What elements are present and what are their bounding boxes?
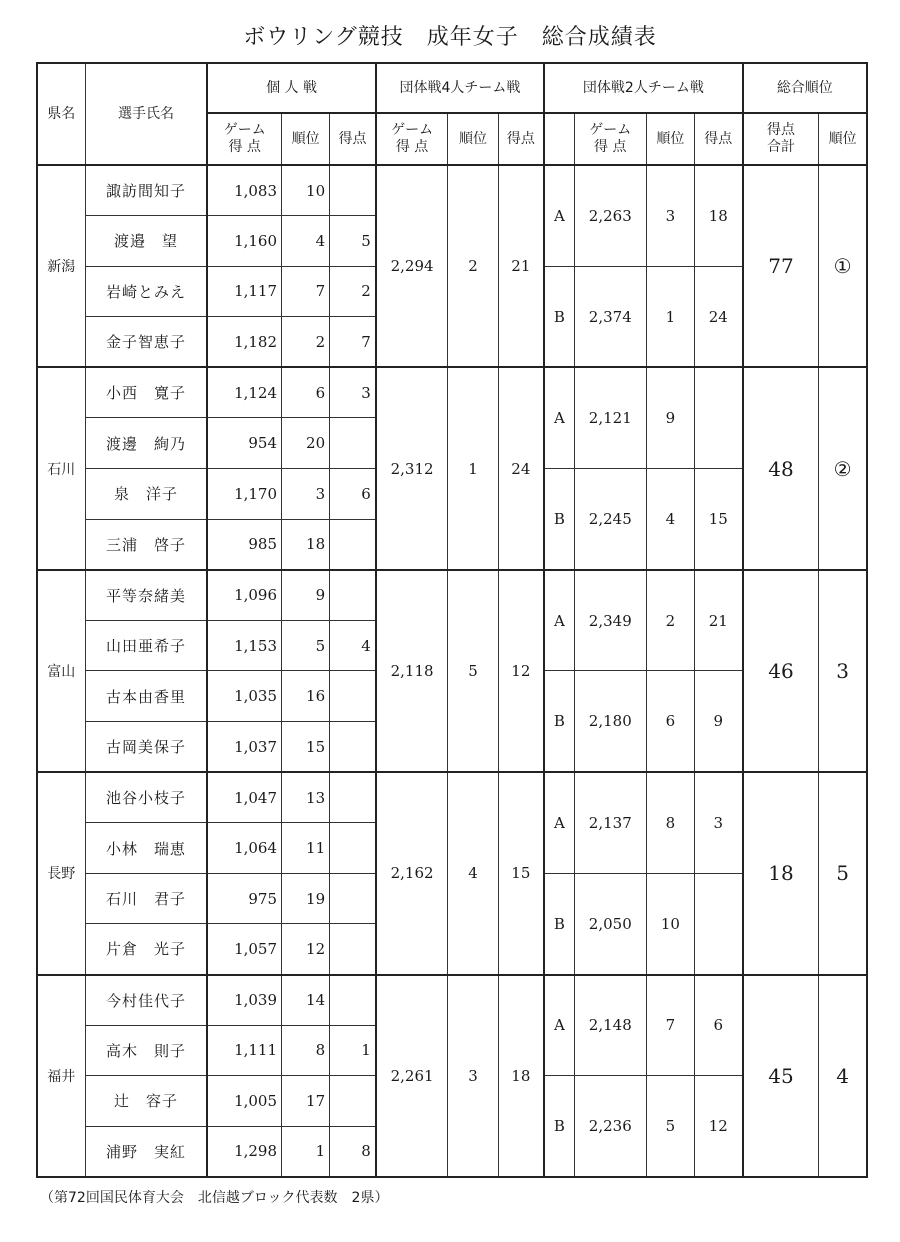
player-name: 平等奈緒美 bbox=[85, 570, 207, 621]
header-overall-rank: 順位 bbox=[819, 113, 867, 165]
header-t2-score: ゲーム 得 点 bbox=[574, 113, 646, 165]
individual-score: 1,117 bbox=[207, 266, 281, 317]
team2-score: 2,180 bbox=[574, 671, 646, 772]
player-name: 高木 則子 bbox=[85, 1025, 207, 1076]
individual-points bbox=[330, 975, 376, 1026]
team2-score: 2,050 bbox=[574, 873, 646, 974]
team2-rank: 6 bbox=[646, 671, 694, 772]
player-name: 渡邊 絢乃 bbox=[85, 418, 207, 469]
individual-rank: 14 bbox=[282, 975, 330, 1026]
individual-rank: 20 bbox=[282, 418, 330, 469]
header-t2-points: 得点 bbox=[694, 113, 742, 165]
team4-rank: 4 bbox=[448, 772, 498, 974]
individual-rank: 17 bbox=[282, 1076, 330, 1127]
individual-rank: 8 bbox=[282, 1025, 330, 1076]
individual-points: 5 bbox=[330, 216, 376, 267]
individual-score: 1,182 bbox=[207, 317, 281, 368]
header-t2-label bbox=[544, 113, 574, 165]
player-name: 片倉 光子 bbox=[85, 924, 207, 975]
team2-score: 2,374 bbox=[574, 266, 646, 367]
team2-points: 15 bbox=[694, 469, 742, 570]
team2-label: A bbox=[544, 165, 574, 266]
player-name: 辻 容子 bbox=[85, 1076, 207, 1127]
team2-rank: 4 bbox=[646, 469, 694, 570]
prefecture-name: 福井 bbox=[37, 975, 85, 1178]
individual-points: 1 bbox=[330, 1025, 376, 1076]
individual-rank: 1 bbox=[282, 1126, 330, 1177]
individual-rank: 13 bbox=[282, 772, 330, 823]
individual-points bbox=[330, 1076, 376, 1127]
individual-score: 1,005 bbox=[207, 1076, 281, 1127]
player-name: 今村佳代子 bbox=[85, 975, 207, 1026]
team2-label: B bbox=[544, 1076, 574, 1177]
team2-rank: 5 bbox=[646, 1076, 694, 1177]
individual-score: 1,057 bbox=[207, 924, 281, 975]
individual-score: 954 bbox=[207, 418, 281, 469]
individual-rank: 10 bbox=[282, 165, 330, 216]
team2-score: 2,148 bbox=[574, 975, 646, 1076]
individual-points bbox=[330, 418, 376, 469]
total-points: 77 bbox=[743, 165, 819, 367]
player-name: 岩崎とみえ bbox=[85, 266, 207, 317]
prefecture-name: 新潟 bbox=[37, 165, 85, 367]
player-name: 石川 君子 bbox=[85, 873, 207, 924]
header-t2-rank: 順位 bbox=[646, 113, 694, 165]
team4-points: 15 bbox=[498, 772, 544, 974]
player-row bbox=[37, 772, 867, 823]
individual-score: 985 bbox=[207, 519, 281, 570]
team4-score: 2,162 bbox=[376, 772, 448, 974]
individual-points bbox=[330, 165, 376, 216]
individual-points: 3 bbox=[330, 367, 376, 418]
team2-rank: 9 bbox=[646, 367, 694, 468]
header-t4-score: ゲーム 得 点 bbox=[376, 113, 448, 165]
team2-label: B bbox=[544, 266, 574, 367]
individual-rank: 7 bbox=[282, 266, 330, 317]
individual-score: 1,170 bbox=[207, 469, 281, 520]
individual-points: 7 bbox=[330, 317, 376, 368]
team2-label: B bbox=[544, 469, 574, 570]
player-name: 古本由香里 bbox=[85, 671, 207, 722]
individual-score: 975 bbox=[207, 873, 281, 924]
header-total: 得点 合計 bbox=[743, 113, 819, 165]
individual-rank: 6 bbox=[282, 367, 330, 418]
overall-rank: 4 bbox=[819, 975, 867, 1178]
team4-score: 2,294 bbox=[376, 165, 448, 367]
individual-rank: 11 bbox=[282, 823, 330, 874]
individual-rank: 2 bbox=[282, 317, 330, 368]
individual-rank: 9 bbox=[282, 570, 330, 621]
individual-score: 1,083 bbox=[207, 165, 281, 216]
individual-points bbox=[330, 722, 376, 773]
header-overall: 総合順位 bbox=[743, 63, 867, 113]
individual-score: 1,153 bbox=[207, 620, 281, 671]
team2-label: A bbox=[544, 367, 574, 468]
prefecture-name: 富山 bbox=[37, 570, 85, 772]
team2-points bbox=[694, 873, 742, 974]
team4-rank: 3 bbox=[448, 975, 498, 1178]
team4-rank: 2 bbox=[448, 165, 498, 367]
individual-score: 1,124 bbox=[207, 367, 281, 418]
individual-points: 6 bbox=[330, 469, 376, 520]
team2-points: 24 bbox=[694, 266, 742, 367]
team2-points: 9 bbox=[694, 671, 742, 772]
team4-points: 21 bbox=[498, 165, 544, 367]
individual-rank: 19 bbox=[282, 873, 330, 924]
individual-points: 4 bbox=[330, 620, 376, 671]
header-prefecture: 県名 bbox=[37, 63, 85, 165]
individual-score: 1,039 bbox=[207, 975, 281, 1026]
prefecture-name: 長野 bbox=[37, 772, 85, 974]
team2-label: B bbox=[544, 873, 574, 974]
team2-score: 2,137 bbox=[574, 772, 646, 873]
team2-rank: 2 bbox=[646, 570, 694, 671]
team2-label: A bbox=[544, 772, 574, 873]
player-row bbox=[37, 975, 867, 1026]
team4-score: 2,261 bbox=[376, 975, 448, 1178]
individual-score: 1,037 bbox=[207, 722, 281, 773]
individual-rank: 12 bbox=[282, 924, 330, 975]
individual-rank: 3 bbox=[282, 469, 330, 520]
individual-rank: 16 bbox=[282, 671, 330, 722]
team2-rank: 8 bbox=[646, 772, 694, 873]
team2-points bbox=[694, 367, 742, 468]
overall-rank: ① bbox=[819, 165, 867, 367]
team2-points: 21 bbox=[694, 570, 742, 671]
player-row bbox=[37, 165, 867, 216]
team2-label: A bbox=[544, 570, 574, 671]
player-name: 小林 瑞恵 bbox=[85, 823, 207, 874]
team2-label: B bbox=[544, 671, 574, 772]
overall-rank: ② bbox=[819, 367, 867, 569]
header-t4-points: 得点 bbox=[498, 113, 544, 165]
team2-score: 2,236 bbox=[574, 1076, 646, 1177]
total-points: 18 bbox=[743, 772, 819, 974]
header-player: 選手氏名 bbox=[85, 63, 207, 165]
prefecture-name: 石川 bbox=[37, 367, 85, 569]
player-row bbox=[37, 570, 867, 621]
team4-rank: 1 bbox=[448, 367, 498, 569]
team2-points: 3 bbox=[694, 772, 742, 873]
overall-rank: 3 bbox=[819, 570, 867, 772]
team2-score: 2,121 bbox=[574, 367, 646, 468]
team4-rank: 5 bbox=[448, 570, 498, 772]
individual-points bbox=[330, 823, 376, 874]
team2-rank: 7 bbox=[646, 975, 694, 1076]
player-name: 池谷小枝子 bbox=[85, 772, 207, 823]
player-name: 泉 洋子 bbox=[85, 469, 207, 520]
player-name: 諏訪間知子 bbox=[85, 165, 207, 216]
individual-points bbox=[330, 873, 376, 924]
individual-score: 1,111 bbox=[207, 1025, 281, 1076]
total-points: 46 bbox=[743, 570, 819, 772]
total-points: 45 bbox=[743, 975, 819, 1178]
individual-rank: 15 bbox=[282, 722, 330, 773]
individual-rank: 18 bbox=[282, 519, 330, 570]
team4-score: 2,118 bbox=[376, 570, 448, 772]
player-name: 渡邉 望 bbox=[85, 216, 207, 267]
team2-score: 2,349 bbox=[574, 570, 646, 671]
individual-score: 1,035 bbox=[207, 671, 281, 722]
team4-points: 24 bbox=[498, 367, 544, 569]
individual-rank: 5 bbox=[282, 620, 330, 671]
team2-score: 2,263 bbox=[574, 165, 646, 266]
team2-rank: 10 bbox=[646, 873, 694, 974]
team2-score: 2,245 bbox=[574, 469, 646, 570]
footnote: （第72回国民体育大会 北信越ブロック代表数 2県） bbox=[40, 1190, 389, 1206]
team2-label: A bbox=[544, 975, 574, 1076]
team2-points: 18 bbox=[694, 165, 742, 266]
team2-rank: 1 bbox=[646, 266, 694, 367]
team4-points: 18 bbox=[498, 975, 544, 1178]
header-t4-rank: 順位 bbox=[448, 113, 498, 165]
individual-score: 1,160 bbox=[207, 216, 281, 267]
individual-points: 2 bbox=[330, 266, 376, 317]
individual-points: 8 bbox=[330, 1126, 376, 1177]
team2-points: 6 bbox=[694, 975, 742, 1076]
individual-points bbox=[330, 519, 376, 570]
individual-score: 1,064 bbox=[207, 823, 281, 874]
overall-rank: 5 bbox=[819, 772, 867, 974]
header-ind-rank: 順位 bbox=[282, 113, 330, 165]
header-ind-score: ゲーム 得 点 bbox=[207, 113, 281, 165]
page-title: ボウリング競技 成年女子 総合成績表 bbox=[243, 25, 657, 50]
team2-rank: 3 bbox=[646, 165, 694, 266]
player-name: 山田亜希子 bbox=[85, 620, 207, 671]
player-row bbox=[37, 367, 867, 418]
player-name: 三浦 啓子 bbox=[85, 519, 207, 570]
individual-score: 1,298 bbox=[207, 1126, 281, 1177]
team4-score: 2,312 bbox=[376, 367, 448, 569]
team4-points: 12 bbox=[498, 570, 544, 772]
individual-score: 1,047 bbox=[207, 772, 281, 823]
header-individual: 個 人 戦 bbox=[207, 63, 375, 113]
individual-points bbox=[330, 924, 376, 975]
individual-points bbox=[330, 570, 376, 621]
individual-rank: 4 bbox=[282, 216, 330, 267]
player-name: 浦野 実紅 bbox=[85, 1126, 207, 1177]
individual-points bbox=[330, 772, 376, 823]
player-name: 小西 寛子 bbox=[85, 367, 207, 418]
individual-score: 1,096 bbox=[207, 570, 281, 621]
header-team4: 団体戦4人チーム戦 bbox=[376, 63, 544, 113]
player-name: 金子智恵子 bbox=[85, 317, 207, 368]
header-ind-points: 得点 bbox=[330, 113, 376, 165]
player-name: 古岡美保子 bbox=[85, 722, 207, 773]
total-points: 48 bbox=[743, 367, 819, 569]
results-table bbox=[36, 62, 868, 1178]
header-team2: 団体戦2人チーム戦 bbox=[544, 63, 742, 113]
team2-points: 12 bbox=[694, 1076, 742, 1177]
individual-points bbox=[330, 671, 376, 722]
